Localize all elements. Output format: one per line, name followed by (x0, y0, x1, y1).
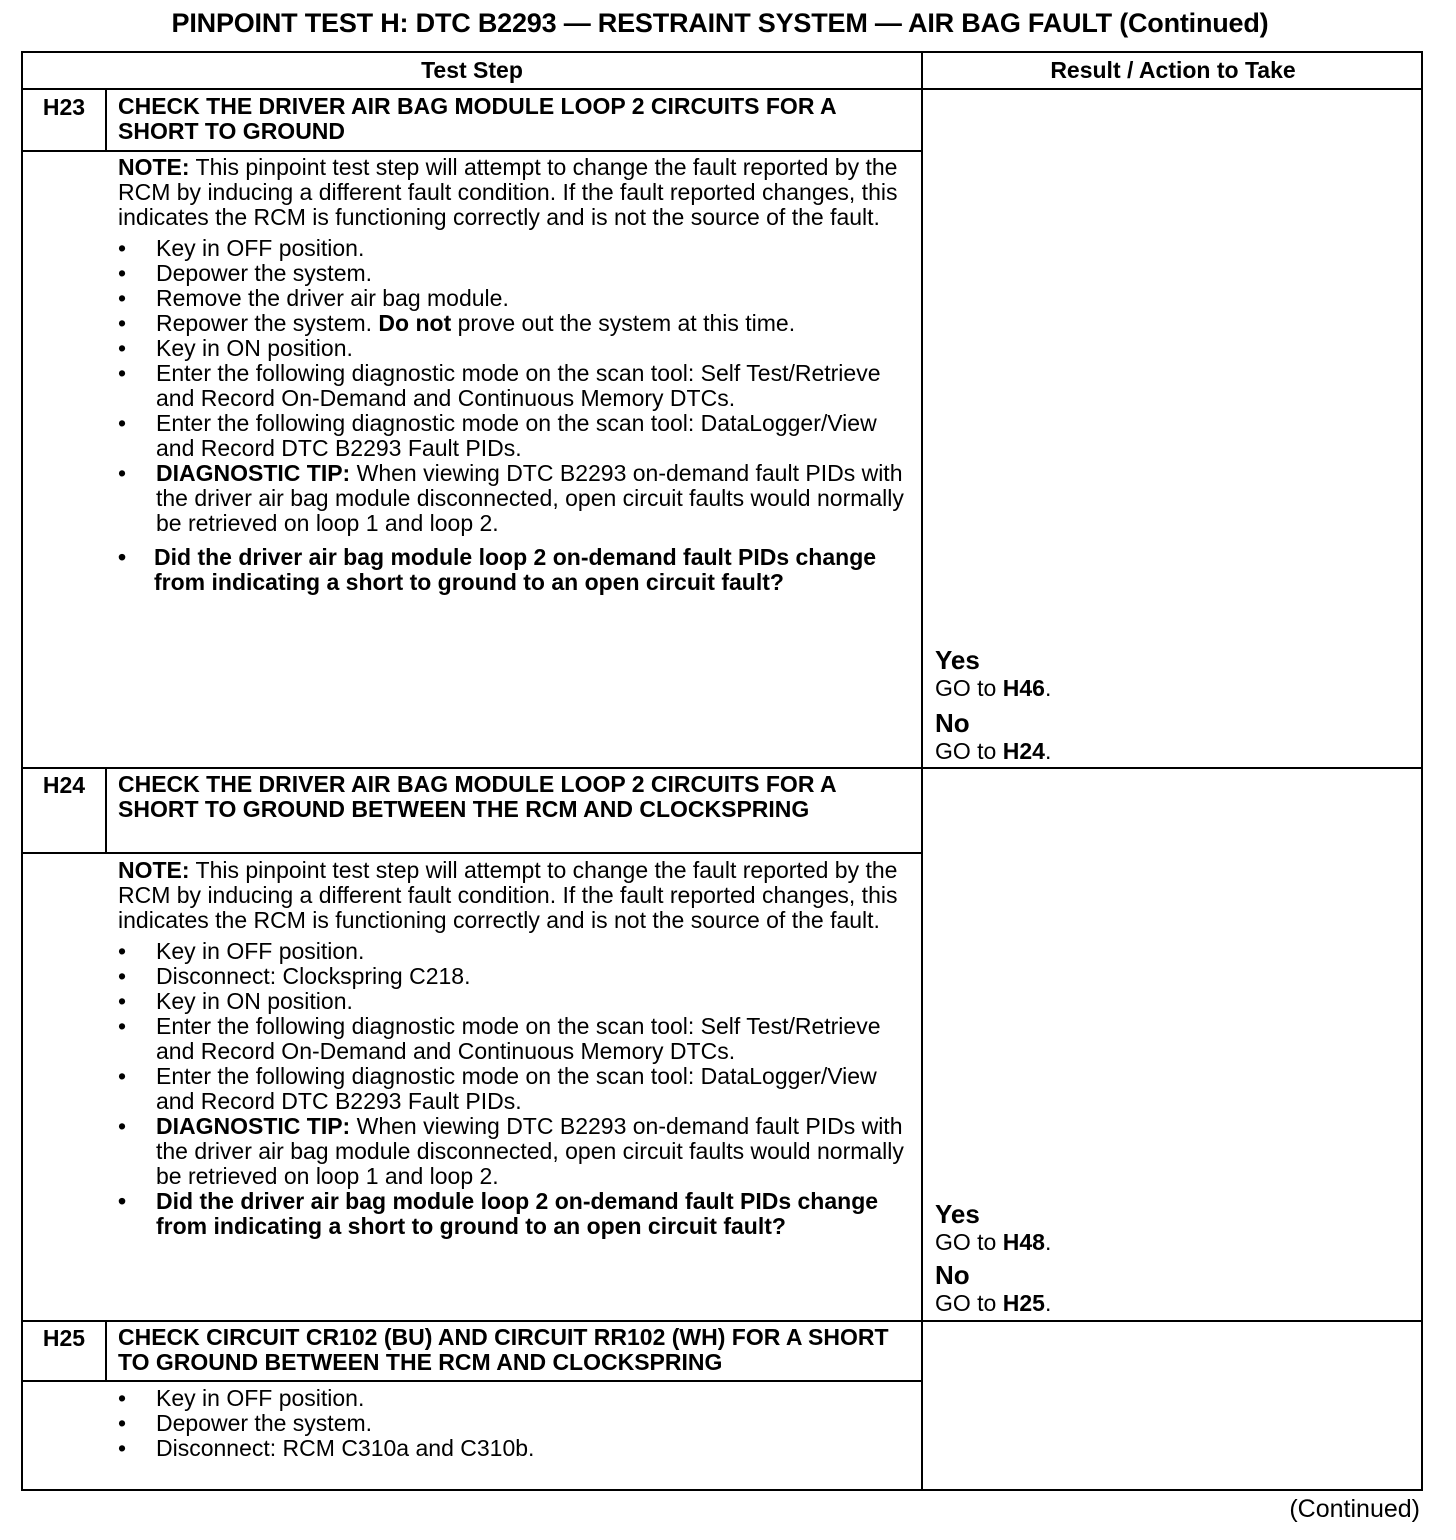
go-to-link[interactable]: H24 (1002, 738, 1045, 764)
note (118, 155, 908, 230)
step-id-divider (105, 90, 107, 152)
step-bullet-list (118, 939, 908, 1239)
repower-text: Repower the system. (156, 310, 379, 336)
list-item: • Key in OFF position. (118, 1386, 908, 1411)
diagnostic-tip-label: DIAGNOSTIC TIP: (156, 460, 351, 486)
note-label: NOTE: (118, 857, 190, 883)
column-header-result: Result / Action to Take (1050, 57, 1296, 83)
note (118, 858, 908, 933)
yes-action: GO to H48. (935, 1229, 1052, 1255)
header-divider (23, 88, 1421, 90)
step-title-divider (23, 1380, 921, 1382)
go-to-link[interactable]: H25 (1002, 1290, 1045, 1316)
list-item: • Disconnect: RCM C310a and C310b. (118, 1436, 908, 1461)
step-bullet-list (118, 236, 908, 536)
no-label: No (935, 1260, 970, 1290)
list-item: • Enter the following diagnostic mode on the scan tool: Self Test/Retrieve and Record On-Demand and Continuous Memory DTCs. (118, 1014, 908, 1064)
step-id-divider (105, 1322, 107, 1382)
list-item: • Key in ON position. (118, 336, 908, 361)
result-block (935, 1200, 1405, 1316)
list-item: • Enter the following diagnostic mode on the scan tool: DataLogger/View and Record DTC B2293 Fault PIDs. (118, 1064, 908, 1114)
page-title: PINPOINT TEST H: DTC B2293 — RESTRAINT SYSTEM — AIR BAG FAULT (Continued) (171, 8, 1269, 38)
no-action: GO to H24. (935, 738, 1052, 764)
go-to-text: GO to (935, 738, 1003, 764)
list-item: • Remove the driver air bag module. (118, 286, 908, 311)
list-item: • Disconnect: Clockspring C218. (118, 964, 908, 989)
continued-footer: (Continued) (1289, 1495, 1420, 1523)
step-title: CHECK THE DRIVER AIR BAG MODULE LOOP 2 CIRCUITS FOR A SHORT TO GROUND (118, 93, 836, 144)
list-item: • Enter the following diagnostic mode on the scan tool: DataLogger/View and Record DTC B2293 Fault PIDs. (118, 411, 908, 461)
go-to-text: GO to (935, 1290, 1003, 1316)
step-id: H24 (42, 772, 86, 798)
list-item (118, 461, 908, 536)
list-item: • Depower the system. (118, 1411, 908, 1436)
row-divider (23, 767, 1421, 769)
list-item: • Enter the following diagnostic mode on the scan tool: Self Test/Retrieve and Record On-Demand and Continuous Memory DTCs. (118, 361, 908, 411)
yes-label: Yes (935, 1199, 980, 1229)
repower-text-end: prove out the system at this time. (451, 310, 796, 336)
note-label: NOTE: (118, 154, 190, 180)
step-body (118, 858, 908, 1239)
pinpoint-test-table (21, 51, 1423, 1491)
no-action: GO to H25. (935, 1290, 1052, 1316)
list-item: • Key in OFF position. (118, 236, 908, 261)
list-item (118, 311, 908, 336)
step-id: H23 (42, 94, 86, 120)
step-title: CHECK THE DRIVER AIR BAG MODULE LOOP 2 CIRCUITS FOR A SHORT TO GROUND BETWEEN THE RCM AND CLOCKSPRING (118, 771, 836, 822)
result-block (935, 646, 1405, 764)
step-id-divider (105, 769, 107, 854)
repower-emphasis: Do not (378, 310, 452, 336)
go-to-text: GO to (935, 675, 1003, 701)
step-body (118, 1386, 908, 1461)
diagnostic-tip-text: When viewing DTC B2293 on-demand fault PIDs with the driver air bag module disconnected, open circuit faults would normally be retrieved on loop 1 and loop 2. (156, 1113, 904, 1189)
step-title-divider (23, 852, 921, 854)
column-divider (921, 53, 923, 1489)
note-text: This pinpoint test step will attempt to change the fault reported by the RCM by inducing a different fault condition. If the fault reported changes, this indicates the RCM is functioning correctly and is not the source of the fault. (118, 857, 898, 933)
diagnostic-tip-text: When viewing DTC B2293 on-demand fault PIDs with the driver air bag module disconnected, open circuit faults would normally be retrieved on loop 1 and loop 2. (156, 460, 904, 536)
no-label: No (935, 708, 970, 738)
step-bullet-list (118, 1386, 908, 1461)
go-to-link[interactable]: H46 (1002, 675, 1045, 701)
step-question: • Did the driver air bag module loop 2 on-demand fault PIDs change from indicating a short to ground to an open circuit fault? (118, 545, 908, 595)
column-header-test-step: Test Step (421, 57, 523, 83)
yes-label: Yes (935, 645, 980, 675)
go-to-text: GO to (935, 1229, 1003, 1255)
step-body (118, 155, 908, 595)
list-item (118, 1114, 908, 1189)
step-title: CHECK CIRCUIT CR102 (BU) AND CIRCUIT RR102 (WH) FOR A SHORT TO GROUND BETWEEN THE RCM AND CLOCKSPRING (118, 1324, 889, 1375)
list-item: • Key in ON position. (118, 989, 908, 1014)
yes-action: GO to H46. (935, 675, 1052, 701)
diagnostic-tip-label: DIAGNOSTIC TIP: (156, 1113, 351, 1139)
step-title-divider (23, 150, 921, 152)
step-id: H25 (42, 1325, 86, 1351)
list-item: • Did the driver air bag module loop 2 on-demand fault PIDs change from indicating a short to ground to an open circuit fault? (118, 1189, 908, 1239)
list-item: • Depower the system. (118, 261, 908, 286)
go-to-link[interactable]: H48 (1002, 1229, 1045, 1255)
row-divider (23, 1320, 1421, 1322)
list-item: • Key in OFF position. (118, 939, 908, 964)
note-text: This pinpoint test step will attempt to change the fault reported by the RCM by inducing a different fault condition. If the fault reported changes, this indicates the RCM is functioning correctly and is not the source of the fault. (118, 154, 898, 230)
